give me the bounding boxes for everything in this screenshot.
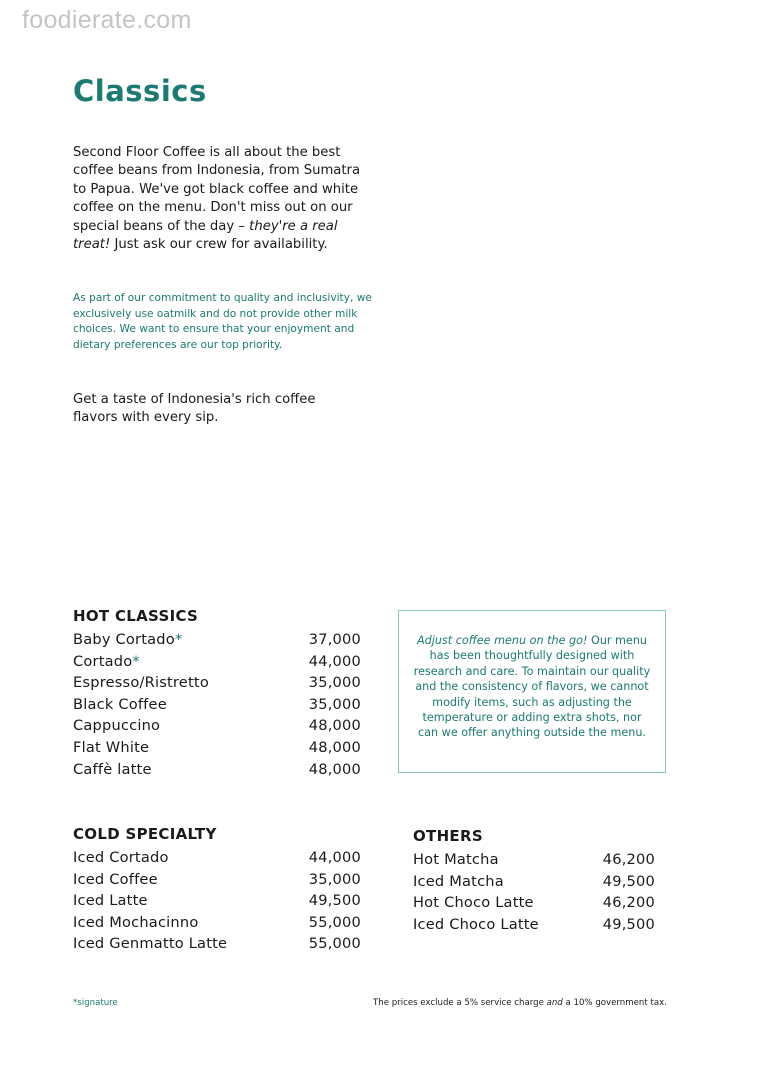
menu-item-name-wrap (73, 933, 227, 955)
menu-item (73, 869, 361, 891)
menu-item-name: Iced Matcha (413, 872, 504, 890)
menu-item (73, 672, 361, 694)
adjust-note-emphasis: Adjust coffee menu on the go! (416, 634, 588, 647)
menu-item-name: Iced Cortado (73, 849, 169, 866)
menu-item-name-wrap (73, 912, 198, 934)
menu-item-price: 49,500 (308, 892, 361, 910)
menu-item-name: Hot Choco Latte (413, 894, 534, 912)
menu-item (73, 890, 361, 912)
tax-text-2: a 10% government tax. (562, 998, 667, 1008)
menu-item-name: Baby Cortado (73, 631, 175, 648)
menu-item (73, 759, 361, 781)
hot-classics-section (73, 607, 361, 780)
menu-item (73, 933, 361, 955)
menu-item-name-wrap (73, 672, 209, 694)
others-list (413, 849, 655, 935)
menu-item-name-wrap (73, 629, 182, 651)
menu-item-price: 55,000 (308, 935, 361, 953)
hot-classics-list (73, 629, 361, 780)
adjust-note-text: Our menu has been thoughtfully designed with research and care. To maintain our quality and the consistency of flavors, we cannot modify items, such as adjusting the temperature or adding extra shots, nor can we offer anything outside the menu. (413, 634, 651, 740)
menu-item-name-wrap (413, 892, 534, 914)
menu-item (73, 651, 361, 673)
menu-item-price: 35,000 (308, 674, 361, 692)
intro-text-1: Second Floor Coffee is all about the best coffee beans from Indonesia, from Sumatra to Papua. We've got black coffee and white coffee on the menu. Don't miss out on our special beans of the day – (73, 145, 361, 234)
menu-item-name: Iced Mochacinno (73, 913, 199, 931)
intro-paragraph (73, 144, 373, 254)
menu-item (73, 847, 361, 869)
menu-item (413, 914, 655, 936)
signature-star: * (174, 631, 183, 648)
menu-item-name-wrap (73, 759, 152, 781)
intro-text-2: Just ask our crew for availability. (110, 237, 328, 253)
menu-item-name: Caffè latte (73, 760, 152, 778)
menu-item-name-wrap (73, 651, 140, 673)
menu-item (73, 912, 361, 934)
menu-item-name: Iced Latte (73, 892, 148, 910)
menu-item-name: Black Coffee (73, 695, 167, 713)
menu-item (413, 849, 655, 871)
taste-line: Get a taste of Indonesia's rich coffee flavors with every sip. (73, 392, 316, 426)
menu-item-price: 49,500 (602, 872, 655, 890)
menu-item (413, 892, 655, 914)
section-title-hot: HOT CLASSICS (73, 607, 199, 625)
signature-footnote: *signature (73, 998, 118, 1008)
menu-item-price: 49,500 (602, 915, 655, 933)
menu-item (73, 629, 361, 651)
menu-item-name: Cortado (73, 652, 133, 670)
page-title: Classics (73, 74, 207, 108)
menu-item-name: Iced Coffee (73, 870, 158, 888)
menu-item (73, 694, 361, 716)
cold-specialty-section (73, 825, 361, 955)
menu-item-name: Espresso/Ristretto (73, 674, 209, 692)
menu-item-price: 44,000 (308, 652, 361, 670)
menu-item (73, 715, 361, 737)
others-section (413, 827, 655, 935)
menu-item-name-wrap (413, 849, 499, 871)
menu-item-price: 46,200 (602, 851, 655, 868)
oatmilk-note: As part of our commitment to quality and inclusivity, we exclusively use oatmilk and do not provide other milk choices. We want to ensure that your enjoyment and dietary preferences are our top priority. (73, 292, 372, 351)
menu-item-price: 44,000 (308, 849, 361, 866)
menu-item-name: Iced Genmatto Latte (73, 935, 228, 953)
menu-item-name: Cappuccino (73, 717, 161, 735)
watermark: foodierate.com (22, 6, 192, 34)
menu-item-price: 48,000 (308, 717, 361, 735)
menu-item (73, 737, 361, 759)
intro-emphasis: they're a real treat! (73, 218, 338, 253)
menu-item-name-wrap (73, 847, 169, 869)
menu-item-price: 48,000 (308, 738, 361, 756)
tax-footnote (373, 998, 667, 1008)
tax-text-1: The prices exclude a 5% service charge (373, 998, 547, 1008)
menu-item-price: 46,200 (602, 894, 655, 912)
menu-item-name-wrap (73, 869, 158, 891)
menu-item-price: 48,000 (308, 760, 361, 778)
adjust-menu-note (398, 610, 666, 773)
menu-item-name-wrap (413, 914, 539, 936)
cold-specialty-list (73, 847, 361, 955)
section-title-cold: COLD SPECIALTY (73, 825, 217, 843)
menu-item-price: 35,000 (308, 695, 361, 713)
menu-item-name: Iced Choco Latte (413, 915, 539, 933)
menu-item-name: Hot Matcha (413, 851, 499, 868)
menu-item-price: 37,000 (308, 631, 361, 648)
menu-item-price: 35,000 (308, 870, 361, 888)
menu-item-price: 55,000 (308, 913, 361, 931)
tax-emphasis: and (546, 998, 563, 1008)
section-title-others: OTHERS (413, 827, 483, 845)
menu-item-name-wrap (73, 694, 167, 716)
signature-star: * (132, 652, 140, 670)
menu-item-name-wrap (73, 890, 148, 912)
menu-item-name: Flat White (73, 738, 150, 756)
menu-item-name-wrap (73, 715, 160, 737)
menu-item-name-wrap (73, 737, 149, 759)
menu-item-name-wrap (413, 871, 504, 893)
menu-item (413, 871, 655, 893)
